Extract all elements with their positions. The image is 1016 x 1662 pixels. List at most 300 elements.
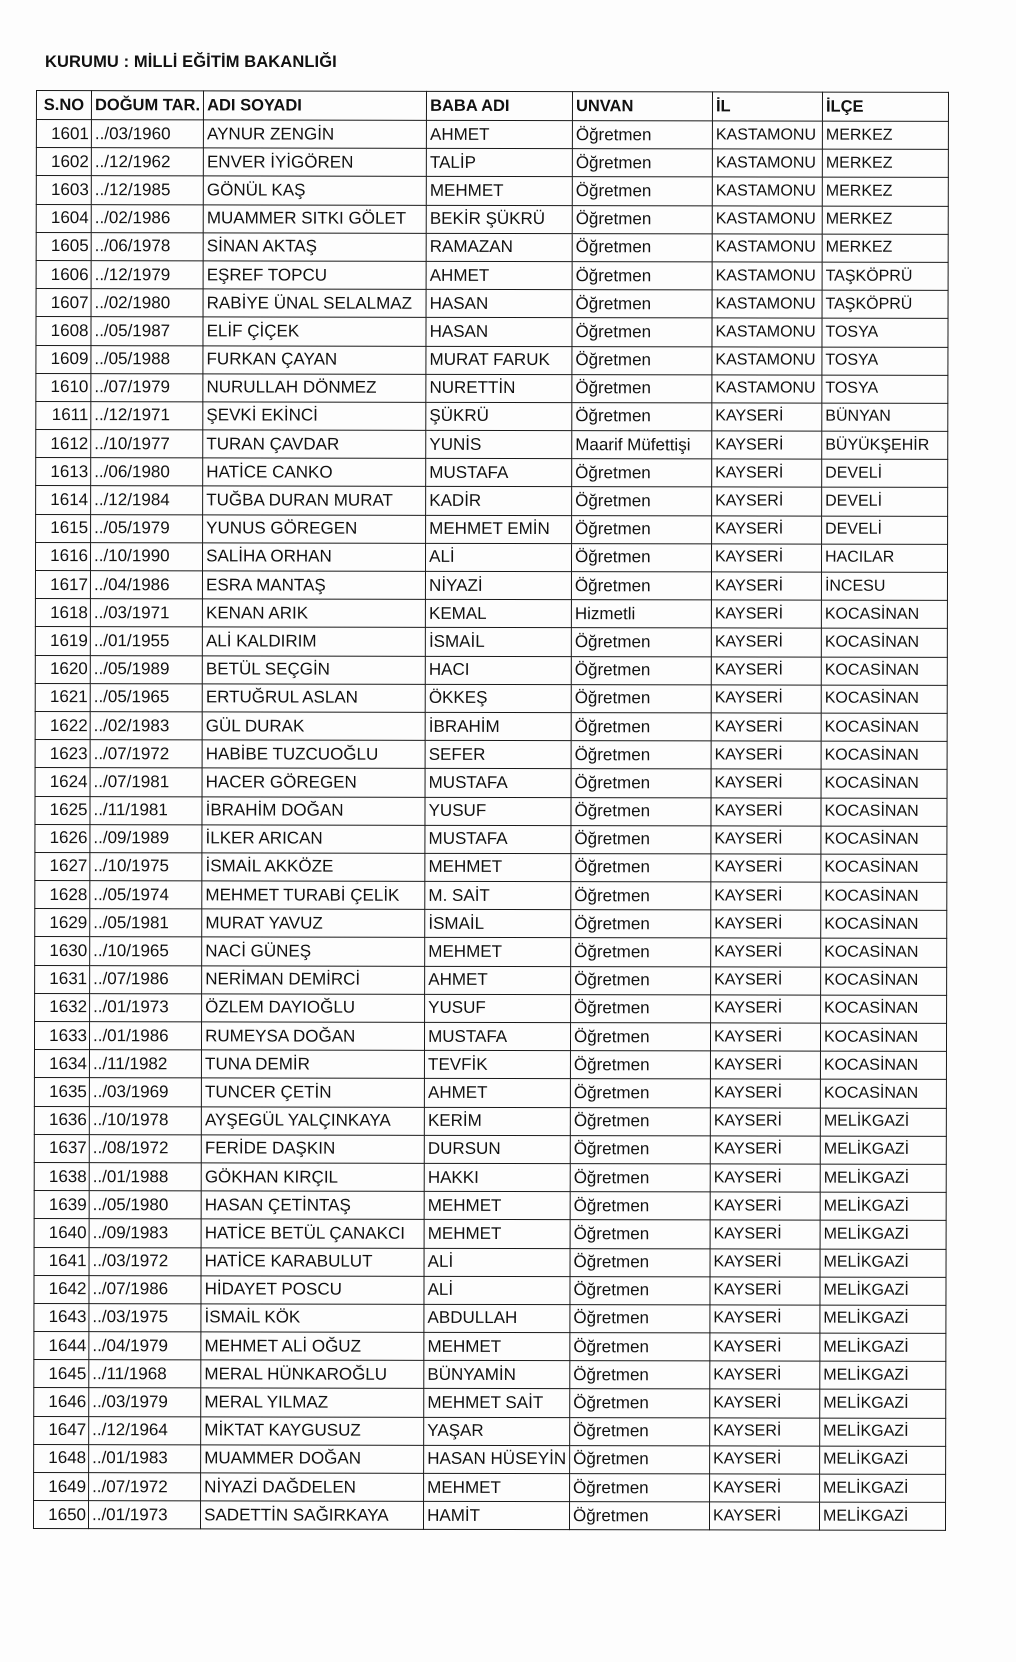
cell-province: KASTAMONU xyxy=(712,346,822,374)
table-row xyxy=(35,711,947,741)
cell-full-name: AYNUR ZENGİN xyxy=(203,120,426,149)
cell-full-name: BETÜL SEÇGİN xyxy=(202,655,425,684)
cell-title: Öğretmen xyxy=(571,628,711,656)
cell-province: KASTAMONU xyxy=(712,375,822,403)
cell-full-name: NACİ GÜNEŞ xyxy=(202,937,425,966)
cell-sno: 1644 xyxy=(34,1332,89,1360)
table-row xyxy=(36,176,948,206)
cell-sno: 1601 xyxy=(36,120,91,148)
cell-sno: 1613 xyxy=(36,458,91,486)
cell-birth-date: ../11/1968 xyxy=(89,1360,201,1388)
cell-birth-date: ../05/1965 xyxy=(90,683,202,711)
cell-title: Öğretmen xyxy=(572,262,712,290)
cell-birth-date: ../12/1985 xyxy=(91,176,203,204)
table-row xyxy=(34,1021,946,1051)
table-row xyxy=(34,1106,946,1136)
cell-birth-date: ../12/1984 xyxy=(91,486,203,514)
cell-birth-date: ../07/1981 xyxy=(90,768,202,796)
cell-district: MELİKGAZİ xyxy=(820,1249,946,1277)
cell-birth-date: ../10/1977 xyxy=(91,430,203,458)
cell-sno: 1640 xyxy=(34,1219,89,1247)
table-row xyxy=(36,232,948,262)
cell-district: MELİKGAZİ xyxy=(820,1305,946,1333)
cell-father-name: İSMAİL xyxy=(425,628,571,656)
cell-birth-date: ../05/1980 xyxy=(89,1191,201,1219)
cell-province: KAYSERİ xyxy=(710,1474,820,1502)
cell-birth-date: ../12/1964 xyxy=(89,1416,201,1444)
cell-birth-date: ../07/1979 xyxy=(91,373,203,401)
cell-district: MELİKGAZİ xyxy=(820,1333,946,1361)
cell-title: Öğretmen xyxy=(571,825,711,853)
cell-father-name: KERİM xyxy=(424,1107,570,1135)
cell-district: MELİKGAZİ xyxy=(820,1390,946,1418)
cell-sno: 1648 xyxy=(34,1444,89,1472)
cell-full-name: RUMEYSA DOĞAN xyxy=(202,1022,425,1051)
cell-birth-date: ../01/1955 xyxy=(90,627,202,655)
cell-father-name: HASAN HÜSEYİN xyxy=(424,1445,570,1473)
header-full-name: ADI SOYADI xyxy=(204,91,427,120)
cell-father-name: KADİR xyxy=(426,487,572,515)
cell-title: Öğretmen xyxy=(572,149,712,177)
cell-full-name: AYŞEGÜL YALÇINKAYA xyxy=(201,1106,424,1135)
table-row xyxy=(34,1332,946,1362)
cell-full-name: HATİCE KARABULUT xyxy=(201,1247,424,1276)
cell-district: KOCASİNAN xyxy=(821,713,947,741)
cell-province: KAYSERİ xyxy=(709,1502,819,1530)
cell-province: KAYSERİ xyxy=(711,656,821,684)
cell-birth-date: ../02/1983 xyxy=(90,712,202,740)
table-row xyxy=(36,430,948,460)
cell-sno: 1630 xyxy=(35,937,90,965)
cell-full-name: HABİBE TUZCUOĞLU xyxy=(202,740,425,769)
cell-full-name: HASAN ÇETİNTAŞ xyxy=(201,1191,424,1220)
cell-father-name: KEMAL xyxy=(425,600,571,628)
table-row xyxy=(35,599,947,629)
cell-sno: 1622 xyxy=(35,711,90,739)
cell-father-name: NİYAZİ xyxy=(426,571,572,599)
cell-full-name: İLKER ARICAN xyxy=(202,825,425,854)
cell-province: KAYSERİ xyxy=(710,1446,820,1474)
cell-birth-date: ../12/1971 xyxy=(91,401,203,429)
cell-title: Öğretmen xyxy=(570,1079,710,1107)
cell-sno: 1614 xyxy=(36,486,91,514)
cell-province: KAYSERİ xyxy=(710,1389,820,1417)
cell-father-name: RAMAZAN xyxy=(426,233,572,261)
cell-sno: 1603 xyxy=(36,176,91,204)
cell-title: Öğretmen xyxy=(571,713,711,741)
cell-full-name: FURKAN ÇAYAN xyxy=(203,345,426,374)
cell-father-name: TEVFİK xyxy=(425,1051,571,1079)
cell-district: KOCASİNAN xyxy=(821,826,947,854)
cell-sno: 1625 xyxy=(35,796,90,824)
table-row xyxy=(34,1416,946,1446)
cell-province: KAYSERİ xyxy=(710,1079,820,1107)
cell-sno: 1609 xyxy=(36,345,91,373)
cell-province: KAYSERİ xyxy=(711,685,821,713)
cell-father-name: MEHMET xyxy=(424,1191,570,1219)
cell-father-name: AHMET xyxy=(426,261,572,289)
table-row xyxy=(35,768,947,798)
cell-province: KAYSERİ xyxy=(711,628,821,656)
cell-title: Öğretmen xyxy=(571,543,711,571)
cell-title: Öğretmen xyxy=(571,769,711,797)
cell-full-name: MEHMET TURABİ ÇELİK xyxy=(202,881,425,910)
table-row xyxy=(36,204,948,234)
cell-birth-date: ../05/1987 xyxy=(91,317,203,345)
cell-full-name: HACER GÖREGEN xyxy=(202,768,425,797)
cell-title: Öğretmen xyxy=(571,938,711,966)
cell-full-name: EŞREF TOPCU xyxy=(203,261,426,290)
table-row xyxy=(35,909,947,939)
cell-birth-date: ../10/1975 xyxy=(90,852,202,880)
cell-full-name: MERAL HÜNKAROĞLU xyxy=(201,1360,424,1389)
header-title: UNVAN xyxy=(572,92,712,121)
cell-district: TAŞKÖPRÜ xyxy=(822,262,948,290)
cell-title: Öğretmen xyxy=(570,1107,710,1135)
cell-father-name: YUSUF xyxy=(425,994,571,1022)
cell-full-name: RABİYE ÜNAL SELALMAZ xyxy=(203,289,426,318)
cell-district: TOSYA xyxy=(822,347,948,375)
cell-full-name: ŞEVKİ EKİNCİ xyxy=(203,402,426,431)
cell-district: MERKEZ xyxy=(822,149,948,177)
cell-birth-date: ../08/1972 xyxy=(89,1134,201,1162)
cell-province: KAYSERİ xyxy=(710,1361,820,1389)
cell-title: Öğretmen xyxy=(572,374,712,402)
cell-district: KOCASİNAN xyxy=(820,1051,946,1079)
table-row xyxy=(34,1275,946,1305)
table-row xyxy=(36,120,948,150)
cell-district: KOCASİNAN xyxy=(821,600,947,628)
cell-father-name: ABDULLAH xyxy=(424,1304,570,1332)
cell-father-name: ÖKKEŞ xyxy=(425,684,571,712)
table-row xyxy=(34,1134,946,1164)
cell-title: Öğretmen xyxy=(571,966,711,994)
cell-father-name: HAMİT xyxy=(424,1502,570,1530)
cell-title: Öğretmen xyxy=(572,515,712,543)
cell-full-name: TUĞBA DURAN MURAT xyxy=(203,486,426,515)
cell-title: Öğretmen xyxy=(572,233,712,261)
cell-father-name: İBRAHİM xyxy=(425,712,571,740)
cell-father-name: MEHMET xyxy=(424,1332,570,1360)
table-row xyxy=(35,683,947,713)
cell-district: DEVELİ xyxy=(822,516,948,544)
table-row xyxy=(35,881,947,911)
cell-title: Öğretmen xyxy=(572,290,712,318)
cell-full-name: SALİHA ORHAN xyxy=(203,543,426,572)
cell-province: KAYSERİ xyxy=(712,431,822,459)
table-row xyxy=(34,1472,946,1502)
cell-sno: 1615 xyxy=(36,514,91,542)
cell-father-name: MURAT FARUK xyxy=(426,346,572,374)
header-birth-date: DOĞUM TAR. xyxy=(91,91,203,120)
cell-birth-date: ../01/1983 xyxy=(89,1444,201,1472)
cell-birth-date: ../06/1978 xyxy=(91,232,203,260)
cell-full-name: SİNAN AKTAŞ xyxy=(203,233,426,262)
table-row xyxy=(36,260,948,290)
cell-birth-date: ../03/1979 xyxy=(89,1388,201,1416)
cell-sno: 1627 xyxy=(35,852,90,880)
cell-sno: 1623 xyxy=(35,740,90,768)
table-row xyxy=(36,289,948,319)
table-row xyxy=(35,542,947,572)
cell-sno: 1641 xyxy=(34,1247,89,1275)
cell-full-name: MUAMMER SITKI GÖLET xyxy=(203,204,426,233)
cell-father-name: YUNİS xyxy=(426,430,572,458)
table-row xyxy=(35,796,947,826)
cell-sno: 1636 xyxy=(34,1106,89,1134)
cell-title: Maarif Müfettişi xyxy=(572,431,712,459)
cell-district: TAŞKÖPRÜ xyxy=(822,290,948,318)
table-row xyxy=(34,1191,946,1221)
cell-sno: 1635 xyxy=(34,1078,89,1106)
cell-district: KOCASİNAN xyxy=(821,629,947,657)
cell-province: KAYSERİ xyxy=(710,1023,820,1051)
cell-sno: 1629 xyxy=(35,909,90,937)
cell-full-name: ENVER İYİGÖREN xyxy=(203,148,426,177)
cell-birth-date: ../09/1983 xyxy=(89,1219,201,1247)
cell-district: TOSYA xyxy=(822,375,948,403)
cell-district: HACILAR xyxy=(821,544,947,572)
cell-sno: 1649 xyxy=(34,1472,89,1500)
cell-father-name: MEHMET xyxy=(424,1473,570,1501)
cell-father-name: MEHMET xyxy=(426,177,572,205)
cell-district: MELİKGAZİ xyxy=(820,1164,946,1192)
table-row xyxy=(35,740,947,770)
cell-province: KAYSERİ xyxy=(711,572,821,600)
cell-title: Öğretmen xyxy=(570,1389,710,1417)
cell-father-name: AHMET xyxy=(424,1079,570,1107)
cell-birth-date: ../05/1979 xyxy=(91,514,203,542)
cell-title: Öğretmen xyxy=(570,1304,710,1332)
cell-full-name: SADETTİN SAĞIRKAYA xyxy=(201,1501,424,1530)
cell-district: KOCASİNAN xyxy=(821,854,947,882)
cell-title: Öğretmen xyxy=(572,177,712,205)
cell-sno: 1602 xyxy=(36,148,91,176)
cell-province: KAYSERİ xyxy=(711,741,821,769)
cell-sno: 1646 xyxy=(34,1388,89,1416)
cell-father-name: MEHMET EMİN xyxy=(426,515,572,543)
cell-province: KAYSERİ xyxy=(710,1107,820,1135)
cell-district: MELİKGAZİ xyxy=(820,1220,946,1248)
cell-title: Öğretmen xyxy=(570,1248,710,1276)
table-row xyxy=(35,824,947,854)
cell-sno: 1612 xyxy=(36,430,91,458)
table-row xyxy=(36,486,948,516)
cell-father-name: MUSTAFA xyxy=(425,825,571,853)
cell-title: Öğretmen xyxy=(571,741,711,769)
cell-full-name: ELİF ÇİÇEK xyxy=(203,317,426,346)
cell-full-name: TURAN ÇAVDAR xyxy=(203,430,426,459)
cell-full-name: İBRAHİM DOĞAN xyxy=(202,796,425,825)
cell-father-name: MEHMET xyxy=(425,853,571,881)
cell-title: Öğretmen xyxy=(570,1220,710,1248)
table-row xyxy=(35,571,947,601)
cell-province: KASTAMONU xyxy=(712,262,822,290)
cell-full-name: NURULLAH DÖNMEZ xyxy=(203,374,426,403)
cell-province: KAYSERİ xyxy=(710,1305,820,1333)
cell-district: KOCASİNAN xyxy=(821,769,947,797)
cell-birth-date: ../10/1965 xyxy=(90,937,202,965)
table-row xyxy=(34,1444,946,1474)
cell-birth-date: ../03/1960 xyxy=(91,120,203,148)
cell-full-name: NERİMAN DEMİRCİ xyxy=(202,965,425,994)
cell-district: KOCASİNAN xyxy=(821,967,947,995)
cell-district: KOCASİNAN xyxy=(821,798,947,826)
cell-father-name: M. SAİT xyxy=(425,881,571,909)
cell-sno: 1624 xyxy=(35,768,90,796)
cell-father-name: HAKKI xyxy=(424,1163,570,1191)
cell-sno: 1608 xyxy=(36,317,91,345)
cell-province: KAYSERİ xyxy=(711,882,821,910)
cell-title: Öğretmen xyxy=(570,1164,710,1192)
cell-province: KASTAMONU xyxy=(712,177,822,205)
cell-birth-date: ../07/1986 xyxy=(90,965,202,993)
cell-province: KAYSERİ xyxy=(711,938,821,966)
cell-full-name: TUNA DEMİR xyxy=(202,1050,425,1079)
cell-province: KAYSERİ xyxy=(710,1136,820,1164)
cell-district: KOCASİNAN xyxy=(821,939,947,967)
cell-district: BÜYÜKŞEHİR xyxy=(822,431,948,459)
cell-birth-date: ../03/1971 xyxy=(90,599,202,627)
table-row xyxy=(34,1303,946,1333)
cell-district: MELİKGAZİ xyxy=(820,1474,946,1502)
cell-sno: 1637 xyxy=(34,1134,89,1162)
table-body xyxy=(33,120,948,1531)
staff-table xyxy=(33,90,949,1531)
table-row xyxy=(36,401,948,431)
cell-sno: 1650 xyxy=(33,1501,88,1529)
cell-birth-date: ../05/1981 xyxy=(90,909,202,937)
cell-sno: 1620 xyxy=(35,655,90,683)
cell-district: MELİKGAZİ xyxy=(820,1277,946,1305)
cell-full-name: MUAMMER DOĞAN xyxy=(201,1445,424,1474)
cell-province: KAYSERİ xyxy=(711,600,821,628)
cell-title: Öğretmen xyxy=(570,1276,710,1304)
cell-father-name: ALİ xyxy=(424,1248,570,1276)
cell-sno: 1638 xyxy=(34,1162,89,1190)
cell-birth-date: ../09/1989 xyxy=(90,824,202,852)
cell-birth-date: ../04/1979 xyxy=(89,1332,201,1360)
table-row xyxy=(36,317,948,347)
cell-birth-date: ../12/1979 xyxy=(91,261,203,289)
cell-province: KAYSERİ xyxy=(710,1164,820,1192)
cell-full-name: TUNCER ÇETİN xyxy=(201,1078,424,1107)
table-row xyxy=(36,148,948,178)
cell-birth-date: ../03/1972 xyxy=(89,1247,201,1275)
cell-province: KAYSERİ xyxy=(711,967,821,995)
cell-province: KAYSERİ xyxy=(712,403,822,431)
header-sno: S.NO xyxy=(36,91,91,120)
cell-birth-date: ../10/1990 xyxy=(90,542,202,570)
cell-sno: 1616 xyxy=(35,542,90,570)
cell-province: KAYSERİ xyxy=(711,995,821,1023)
document-title: KURUMU : MİLLİ EĞİTİM BAKANLIĞI xyxy=(45,53,337,71)
cell-province: KASTAMONU xyxy=(712,318,822,346)
cell-title: Öğretmen xyxy=(570,1051,710,1079)
cell-title: Öğretmen xyxy=(572,459,712,487)
header-father-name: BABA ADI xyxy=(427,91,573,120)
cell-full-name: ESRA MANTAŞ xyxy=(203,571,426,600)
cell-full-name: FERİDE DAŞKIN xyxy=(201,1135,424,1164)
cell-sno: 1639 xyxy=(34,1191,89,1219)
cell-father-name: HASAN xyxy=(426,289,572,317)
cell-birth-date: ../12/1962 xyxy=(91,148,203,176)
cell-full-name: MİKTAT KAYGUSUZ xyxy=(201,1416,424,1445)
cell-title: Öğretmen xyxy=(571,853,711,881)
cell-full-name: NİYAZİ DAĞDELEN xyxy=(201,1473,424,1502)
table-row xyxy=(34,1219,946,1249)
cell-full-name: GÖKHAN KIRÇIL xyxy=(201,1163,424,1192)
cell-birth-date: ../01/1973 xyxy=(88,1501,200,1529)
cell-title: Öğretmen xyxy=(571,994,711,1022)
cell-title: Öğretmen xyxy=(570,1445,710,1473)
cell-father-name: MUSTAFA xyxy=(425,1022,571,1050)
cell-title: Öğretmen xyxy=(570,1474,710,1502)
cell-title: Öğretmen xyxy=(571,656,711,684)
cell-title: Öğretmen xyxy=(571,572,711,600)
cell-title: Öğretmen xyxy=(570,1333,710,1361)
cell-district: MERKEZ xyxy=(822,234,948,262)
cell-district: KOCASİNAN xyxy=(821,995,947,1023)
cell-title: Öğretmen xyxy=(572,346,712,374)
cell-title: Öğretmen xyxy=(570,1023,710,1051)
cell-district: BÜNYAN xyxy=(822,403,948,431)
cell-province: KAYSERİ xyxy=(712,459,822,487)
cell-title: Öğretmen xyxy=(570,1135,710,1163)
cell-title: Öğretmen xyxy=(572,487,712,515)
cell-province: KAYSERİ xyxy=(710,1220,820,1248)
cell-father-name: MUSTAFA xyxy=(426,459,572,487)
cell-title: Öğretmen xyxy=(571,910,711,938)
cell-father-name: HASAN xyxy=(426,318,572,346)
cell-province: KASTAMONU xyxy=(712,121,822,149)
table-row xyxy=(35,627,947,657)
cell-title: Öğretmen xyxy=(570,1361,710,1389)
header-district: İLÇE xyxy=(822,92,948,121)
cell-father-name: ALİ xyxy=(426,543,572,571)
cell-full-name: İSMAİL AKKÖZE xyxy=(202,853,425,882)
cell-father-name: BÜNYAMİN xyxy=(424,1361,570,1389)
cell-father-name: ALİ xyxy=(424,1276,570,1304)
cell-district: KOCASİNAN xyxy=(820,1080,946,1108)
table-row xyxy=(36,514,948,544)
table-row xyxy=(35,965,947,995)
cell-full-name: MURAT YAVUZ xyxy=(202,909,425,938)
cell-title: Öğretmen xyxy=(571,684,711,712)
cell-birth-date: ../02/1980 xyxy=(91,289,203,317)
table-row xyxy=(34,1360,946,1390)
cell-province: KASTAMONU xyxy=(712,149,822,177)
cell-full-name: ALİ KALDIRIM xyxy=(202,627,425,656)
cell-birth-date: ../01/1986 xyxy=(89,1022,201,1050)
cell-father-name: MEHMET xyxy=(425,938,571,966)
cell-sno: 1643 xyxy=(34,1303,89,1331)
cell-title: Öğretmen xyxy=(572,318,712,346)
cell-sno: 1617 xyxy=(35,571,90,599)
cell-birth-date: ../04/1986 xyxy=(90,571,202,599)
cell-birth-date: ../07/1972 xyxy=(89,1473,201,1501)
cell-province: KASTAMONU xyxy=(712,234,822,262)
table-row xyxy=(33,1501,945,1531)
cell-province: KAYSERİ xyxy=(711,544,821,572)
cell-sno: 1645 xyxy=(34,1360,89,1388)
cell-full-name: MEHMET ALİ OĞUZ xyxy=(201,1332,424,1361)
cell-full-name: KENAN ARIK xyxy=(202,599,425,628)
cell-sno: 1621 xyxy=(35,683,90,711)
cell-sno: 1647 xyxy=(34,1416,89,1444)
cell-birth-date: ../03/1969 xyxy=(89,1078,201,1106)
cell-province: KAYSERİ xyxy=(710,1248,820,1276)
